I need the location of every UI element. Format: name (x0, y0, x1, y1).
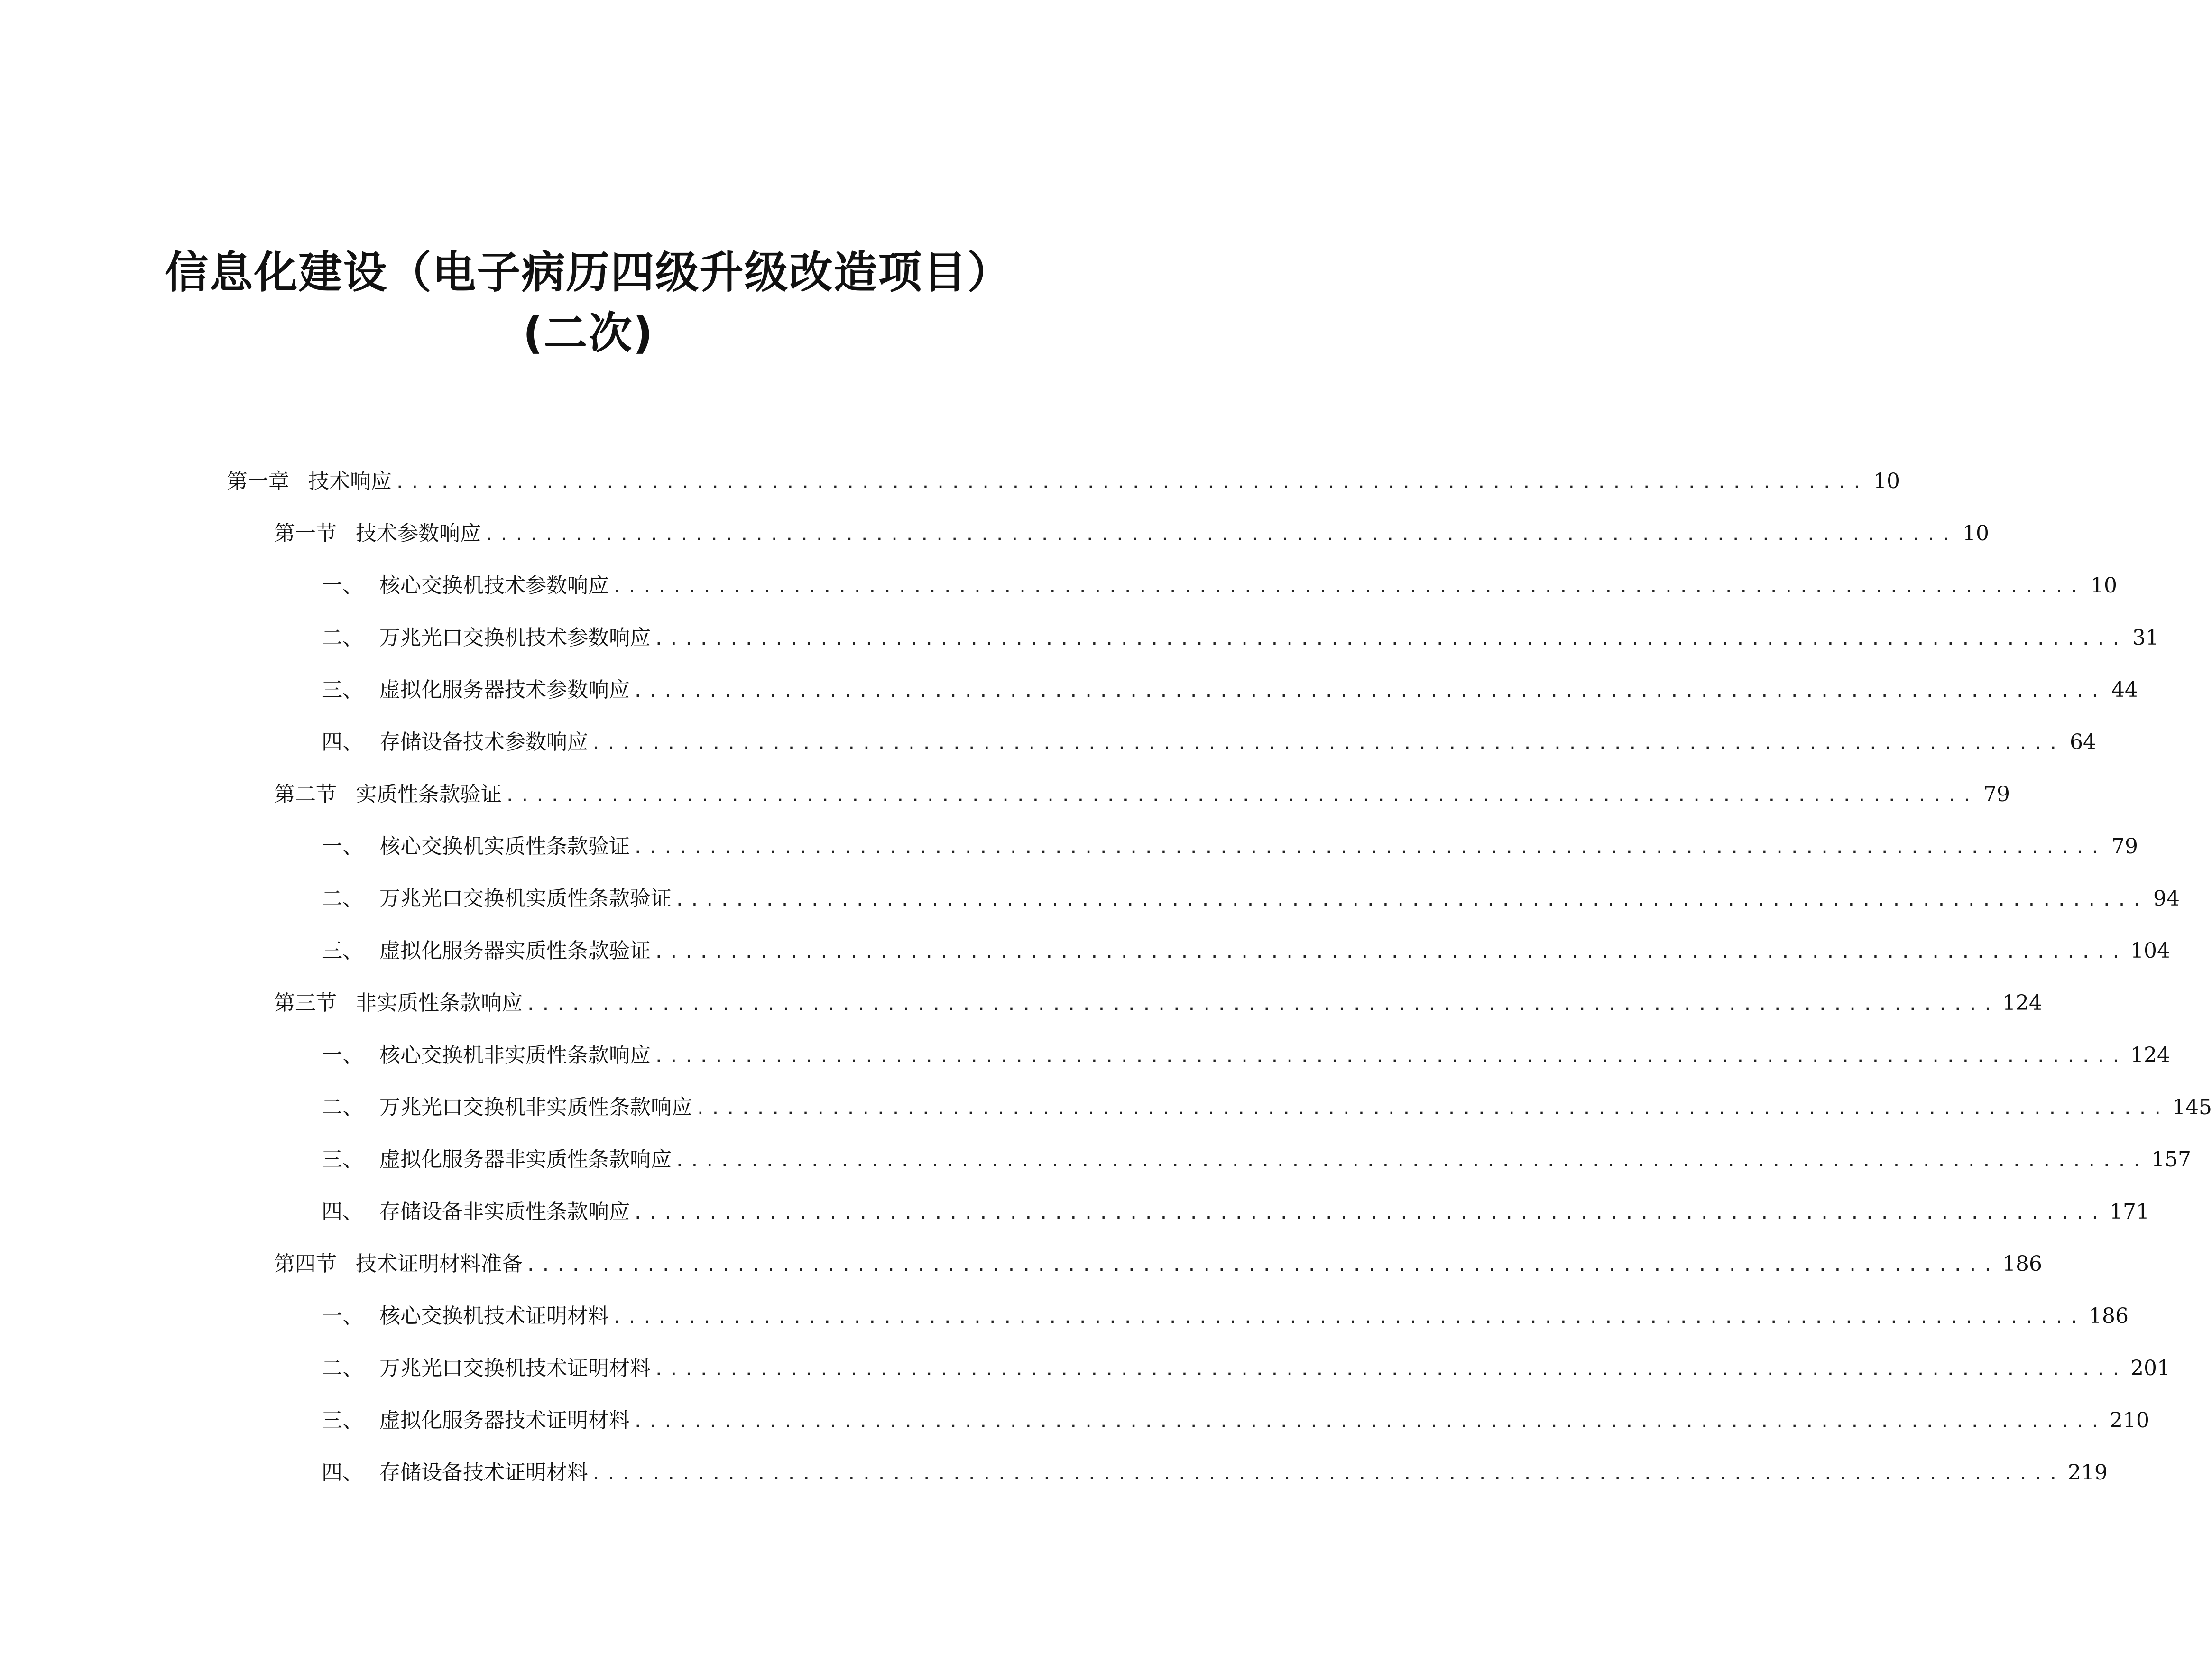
toc-leader-dots: .................................................................................................. (695, 1099, 2168, 1119)
toc-entry-subsection[interactable] (322, 1138, 2192, 1181)
toc-entry-label: 核心交换机非实质性条款响应 (379, 1043, 651, 1067)
toc-entry-label: 万兆光口交换机技术证明材料 (379, 1356, 651, 1380)
toc-entry-subsection[interactable] (322, 1034, 2171, 1077)
toc-leader-dots: .................................................................................................. (633, 682, 2105, 701)
toc-entry-label: 虚拟化服务器实质性条款验证 (379, 939, 651, 963)
toc-entry-page: 31 (2132, 626, 2159, 650)
toc-entry-number: 三、 (322, 1147, 363, 1172)
toc-entry-subsection[interactable] (322, 1086, 2212, 1129)
toc-leader-dots: .................................................................................................. (674, 1151, 2147, 1171)
toc-entry-number: 一、 (322, 1304, 363, 1328)
toc-entry-page: 124 (2130, 1043, 2171, 1067)
toc-entry-label: 万兆光口交换机技术参数响应 (379, 626, 651, 650)
toc-entry-subsection[interactable] (322, 1295, 2129, 1338)
toc-entry-subsection[interactable] (322, 825, 2138, 868)
toc-entry-number: 一、 (322, 573, 363, 598)
document-title-line1: 信息化建设（电子病历四级升级改造项目） (165, 247, 1012, 298)
toc-entry-label: 万兆光口交换机非实质性条款响应 (379, 1095, 692, 1119)
toc-leader-dots: .................................................................................................. (654, 1047, 2126, 1066)
toc-entry-subsection[interactable] (322, 617, 2159, 659)
toc-leader-dots: .................................................................................................. (654, 1360, 2126, 1379)
toc-leader-dots: .................................................................................................. (395, 473, 1867, 492)
toc-entry-page: 171 (2110, 1200, 2150, 1224)
toc-entry-label: 核心交换机技术证明材料 (379, 1304, 609, 1328)
toc-entry-number: 一、 (322, 834, 363, 859)
toc-entry-page: 10 (1963, 521, 1990, 545)
toc-entry-label: 万兆光口交换机实质性条款验证 (379, 887, 672, 911)
toc-leader-dots: .................................................................................................. (612, 577, 2084, 597)
toc-entry-number: 三、 (322, 1408, 363, 1433)
toc-entry-section[interactable] (274, 512, 1990, 555)
toc-entry-section[interactable] (274, 1243, 2043, 1285)
toc-entry-page: 94 (2153, 887, 2180, 911)
toc-entry-subsection[interactable] (322, 721, 2097, 764)
toc-entry-page: 219 (2068, 1461, 2108, 1485)
toc-entry-number: 四、 (322, 730, 363, 754)
toc-leader-dots: .................................................................................................. (591, 734, 2064, 753)
toc-entry-page: 186 (2002, 1252, 2043, 1276)
toc-leader-dots: .................................................................................................. (633, 838, 2105, 858)
toc-entry-subsection[interactable] (322, 1399, 2150, 1442)
toc-leader-dots: .................................................................................................. (633, 1412, 2105, 1432)
toc-entry-number: 三、 (322, 678, 363, 702)
toc-leader-dots: .................................................................................................. (591, 1464, 2064, 1484)
toc-entry-label: 技术响应 (308, 469, 392, 493)
toc-entry-number: 二、 (322, 1095, 363, 1119)
toc-entry-page: 186 (2089, 1304, 2129, 1328)
toc-entry-number: 三、 (322, 939, 363, 963)
toc-entry-page: 10 (1873, 469, 1900, 493)
toc-leader-dots: .................................................................................................. (612, 1308, 2084, 1327)
toc-leader-dots: .................................................................................................. (654, 629, 2126, 649)
toc-entry-page: 157 (2151, 1147, 2192, 1172)
toc-entry-number: 二、 (322, 626, 363, 650)
toc-entry-number: 四、 (322, 1461, 363, 1485)
toc-entry-section[interactable] (274, 773, 2010, 816)
toc-entry-subsection[interactable] (322, 1191, 2150, 1233)
toc-entry-label: 存储设备非实质性条款响应 (379, 1200, 630, 1224)
toc-entry-subsection[interactable] (322, 669, 2138, 712)
toc-leader-dots: .................................................................................................. (654, 943, 2126, 962)
toc-entry-label: 存储设备技术证明材料 (379, 1461, 588, 1485)
toc-entry-page: 10 (2091, 573, 2118, 598)
toc-leader-dots: .................................................................................................. (525, 995, 1998, 1014)
toc-entry-page: 104 (2130, 939, 2171, 963)
toc-entry-label: 存储设备技术参数响应 (379, 730, 588, 754)
toc-entry-label: 非实质性条款响应 (356, 991, 523, 1015)
toc-entry-page: 210 (2110, 1408, 2150, 1433)
toc-entry-section[interactable] (274, 982, 2043, 1025)
toc-entry-page: 201 (2130, 1356, 2171, 1380)
toc-leader-dots: .................................................................................................. (525, 1256, 1998, 1275)
toc-entry-number: 二、 (322, 887, 363, 911)
toc-leader-dots: .................................................................................................. (633, 1203, 2105, 1223)
toc-entry-chapter[interactable] (227, 460, 1900, 503)
toc-entry-subsection[interactable] (322, 878, 2180, 920)
toc-entry-number: 四、 (322, 1200, 363, 1224)
toc-entry-number: 一、 (322, 1043, 363, 1067)
toc-entry-subsection[interactable] (322, 564, 2118, 607)
toc-entry-label: 虚拟化服务器技术参数响应 (379, 678, 630, 702)
toc-entry-label: 实质性条款验证 (356, 782, 502, 806)
toc-entry-number: 第一节 (274, 521, 337, 545)
toc-leader-dots: .................................................................................................. (484, 525, 1956, 545)
toc-entry-page: 79 (2111, 834, 2138, 859)
toc-entry-subsection[interactable] (322, 1451, 2108, 1494)
toc-entry-label: 技术证明材料准备 (356, 1252, 523, 1276)
toc-leader-dots: .................................................................................................. (505, 786, 1977, 805)
toc-entry-label: 技术参数响应 (356, 521, 481, 545)
toc-entry-subsection[interactable] (322, 1347, 2171, 1390)
toc-entry-page: 64 (2070, 730, 2097, 754)
toc-entry-number: 第二节 (274, 782, 337, 806)
toc-entry-subsection[interactable] (322, 930, 2171, 972)
toc-entry-number: 二、 (322, 1356, 363, 1380)
toc-entry-label: 虚拟化服务器非实质性条款响应 (379, 1147, 672, 1172)
toc-entry-label: 核心交换机技术参数响应 (379, 573, 609, 598)
toc-entry-page: 79 (1983, 782, 2010, 806)
toc-entry-page: 44 (2111, 678, 2138, 702)
toc-entry-number: 第三节 (274, 991, 337, 1015)
toc-entry-number: 第四节 (274, 1252, 337, 1276)
toc-entry-page: 124 (2002, 991, 2043, 1015)
document-title-line2: (二次) (523, 308, 654, 359)
toc-entry-label: 核心交换机实质性条款验证 (379, 834, 630, 859)
toc-leader-dots: .................................................................................................. (674, 890, 2147, 910)
toc-entry-number: 第一章 (227, 469, 289, 493)
toc-entry-label: 虚拟化服务器技术证明材料 (379, 1408, 630, 1433)
toc-entry-page: 145 (2172, 1095, 2212, 1119)
